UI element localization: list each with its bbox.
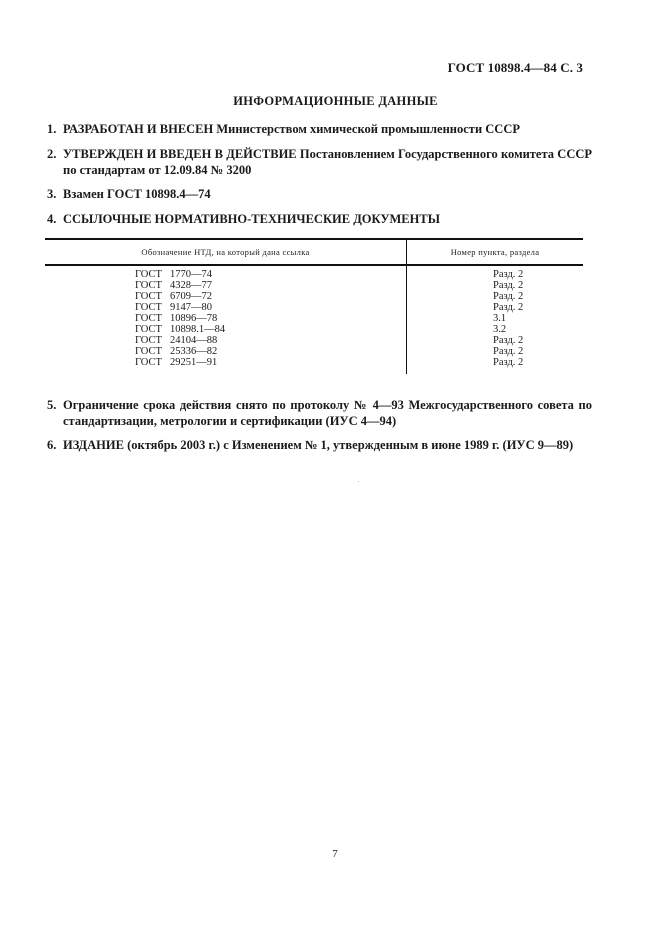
table-row — [45, 346, 583, 357]
info-item-developed — [47, 121, 592, 137]
item-lead: ССЫЛОЧНЫЕ НОРМАТИВНО-ТЕХНИЧЕСКИЕ ДОКУМЕНТЫ — [63, 212, 440, 226]
item-number: 3. — [47, 187, 57, 201]
table-row — [45, 357, 583, 374]
table-row — [45, 335, 583, 346]
item-text: (октябрь 2003 г.) с Изменением № 1, утвержденным в июне 1989 г. (ИУС 9—89) — [123, 438, 574, 452]
item-number: 2. — [47, 147, 57, 161]
page-number: 7 — [332, 848, 338, 860]
info-item-replaces — [47, 186, 592, 202]
item-lead: УТВЕРЖДЕН И ВВЕДЕН В ДЕЙСТВИЕ — [63, 147, 297, 161]
cell-section: Разд. 2 — [493, 357, 524, 368]
cell-section: Разд. 2 — [493, 302, 524, 313]
info-item-references — [47, 211, 592, 227]
cell-document: ГОСТ 1770—74 — [45, 265, 407, 280]
item-text: Постановлением Государственного комитета СССР по стандартам от 12.09.84 № 3200 — [63, 147, 593, 177]
item-lead: ИЗДАНИЕ — [63, 438, 124, 452]
info-item-edition — [47, 437, 592, 453]
references-table-container — [45, 238, 583, 374]
item-text: Министерством химической промышленности СССР — [213, 122, 520, 136]
item-number: 5. — [47, 398, 57, 412]
cell-document: ГОСТ 4328—77 — [45, 280, 407, 291]
cell-document: ГОСТ 24104—88 — [45, 335, 407, 346]
item-number: 6. — [47, 438, 57, 452]
table-row — [45, 265, 583, 280]
item-lead: Взамен ГОСТ 10898.4—74 — [63, 187, 211, 201]
cell-section: Разд. 2 — [493, 269, 524, 280]
column-header-document: Обозначение НТД, на который дана ссылка — [45, 239, 407, 265]
item-number: 4. — [47, 212, 57, 226]
document-title: ИНФОРМАЦИОННЫЕ ДАННЫЕ — [233, 94, 438, 108]
cell-section: Разд. 2 — [493, 346, 524, 357]
cell-document: ГОСТ 10898.1—84 — [45, 324, 407, 335]
table-header-row — [45, 239, 583, 265]
cell-document: ГОСТ 29251—91 — [45, 357, 407, 374]
cell-section: 3.2 — [493, 324, 507, 335]
column-header-section: Номер пункта, раздела — [407, 239, 584, 265]
info-item-approved — [47, 146, 592, 178]
cell-section: Разд. 2 — [493, 335, 524, 346]
table-row — [45, 280, 583, 291]
cell-section: 3.1 — [493, 313, 507, 324]
cell-document: ГОСТ 6709—72 — [45, 291, 407, 302]
cell-document: ГОСТ 10896—78 — [45, 313, 407, 324]
cell-section: Разд. 2 — [493, 291, 524, 302]
item-number: 1. — [47, 122, 57, 136]
table-row — [45, 313, 583, 324]
table-row — [45, 302, 583, 313]
item-lead: Ограничение срока действия снято по протоколу № 4—93 Межгосударственного совета по стандартизации, метрологии и сертификации (ИУС 4—94) — [63, 398, 592, 428]
item-lead: РАЗРАБОТАН И ВНЕСЕН — [63, 122, 214, 136]
cell-document: ГОСТ 25336—82 — [45, 346, 407, 357]
table-row — [45, 324, 583, 335]
references-table — [45, 238, 583, 374]
page-header: ГОСТ 10898.4—84 С. 3 — [447, 60, 583, 75]
cell-document: ГОСТ 9147—80 — [45, 302, 407, 313]
cell-section: Разд. 2 — [493, 280, 524, 291]
info-item-validity — [47, 397, 592, 429]
scan-speck — [358, 481, 359, 482]
table-row — [45, 291, 583, 302]
